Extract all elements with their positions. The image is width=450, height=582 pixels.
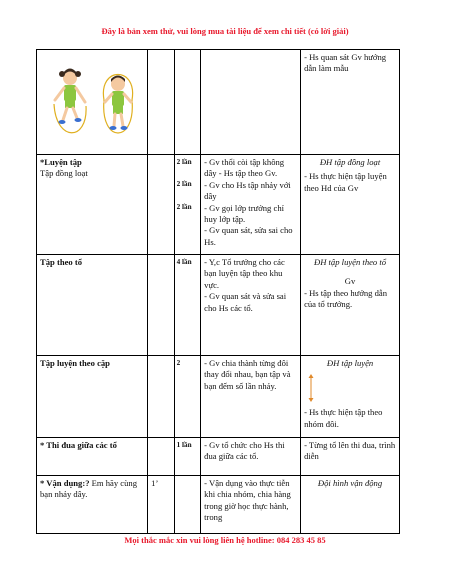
formation-title: Đội hình vận động: [317, 478, 383, 488]
section-subtitle: Em hãy cùng bạn nhảy dây.: [40, 478, 138, 500]
table-row: [37, 255, 400, 356]
children-jump-rope-illustration: [46, 60, 142, 144]
teacher-activity: - Gv chia thành từng đôi thay đổi nhau, bạn tập và bạn đếm số lần nhảy.: [201, 356, 301, 438]
repetition-count: 1 lần: [176, 441, 192, 449]
teacher-activity: - Gv thổi còi tập không dây - Hs tập theo Gv. - Gv cho Hs tập nhảy với dây - Gv gọi lớp trưởng chỉ huy lớp tập. - Gv quan sát, sửa sai cho Hs.: [201, 155, 301, 255]
table-row: [37, 50, 400, 155]
hotline-notice: Mọi thắc mắc xin vui lòng liên hệ hotline: 084 283 45 85: [124, 535, 326, 545]
section-title: * Vận dụng:?: [40, 478, 90, 488]
table-row: [37, 476, 400, 534]
student-activity: - Từng tổ lên thi đua, trình diễn: [301, 438, 400, 476]
illustration-cell: [37, 50, 148, 155]
section-title: Tập luyện theo cặp: [40, 358, 110, 368]
teacher-activity: - Gv tổ chức cho Hs thi đua giữa các tổ.: [201, 438, 301, 476]
student-activity: - Hs thực hiện tập theo nhóm đôi.: [304, 407, 383, 429]
repetition-count: 2 lần: [176, 158, 192, 166]
repetition-count: 2: [176, 359, 181, 367]
repetition-count: 4 lần: [176, 258, 192, 266]
preview-notice: Đây là bản xem thử, vui lòng mua tài liệu để xem chi tiết (có lời giải): [101, 26, 349, 36]
section-title: * Thi đua giữa các tổ: [40, 440, 117, 450]
double-arrow-icon: [308, 373, 314, 403]
teacher-activity: - Y,c Tổ trưởng cho các bạn luyện tập theo khu vực. - Gv quan sát và sửa sai cho Hs các tổ.: [201, 255, 301, 356]
formation-title: ĐH tập luyện theo tổ: [313, 257, 387, 267]
formation-title: ĐH tập đồng loạt: [319, 157, 381, 167]
table-row: [37, 155, 400, 255]
section-title: Tập theo tổ: [40, 257, 83, 267]
section-subtitle: Tập đồng loạt: [40, 168, 88, 179]
student-activity: - Hs tập theo hướng dẫn của tổ trưởng.: [304, 287, 388, 310]
section-title: *Luyện tập: [40, 157, 82, 167]
pair-formation: [304, 369, 396, 405]
teacher-marker: Gv: [344, 276, 356, 287]
teacher-activity: - Vận dụng vào thực tiễn khi chia nhóm, chia hàng trong giờ học thực hành, trong: [201, 476, 301, 534]
repetition-count: 2 lần: [176, 202, 192, 211]
repetition-count: 2 lần: [176, 180, 192, 189]
table-row: [37, 438, 400, 476]
formation-title: ĐH tập luyện: [326, 358, 374, 368]
student-activity: - Hs quan sát Gv hướng dẫn làm mẫu: [304, 52, 387, 74]
student-activity: - Hs thực hiện tập luyện theo Hd của Gv: [304, 171, 387, 193]
lesson-plan-table: [36, 49, 400, 534]
table-row: [37, 356, 400, 438]
duration: 1’: [148, 476, 175, 534]
